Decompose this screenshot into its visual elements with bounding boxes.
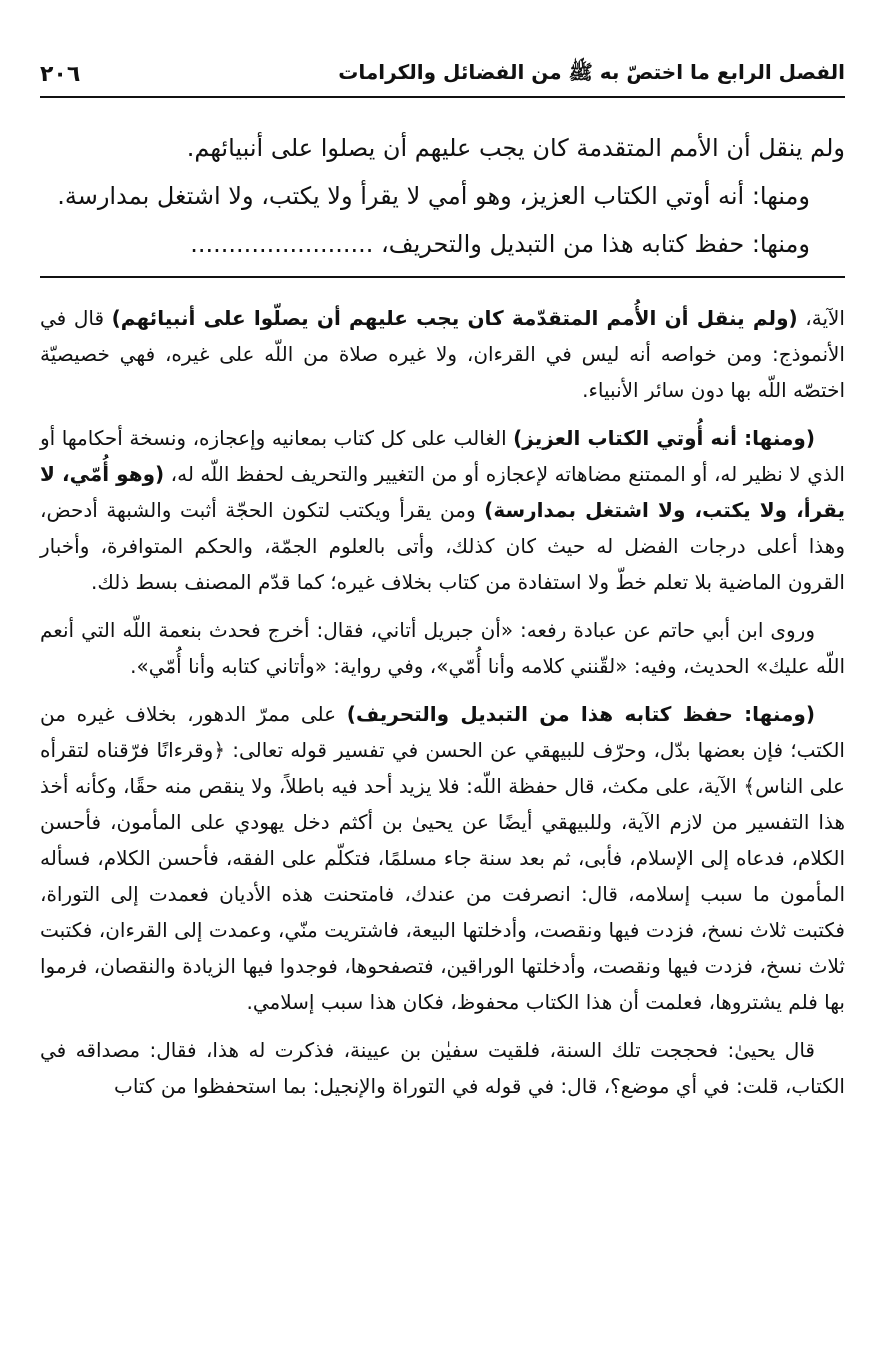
main-paragraph: ولم ينقل أن الأمم المتقدمة كان يجب عليهم أن يصلوا على أنبيائهم. xyxy=(186,134,845,162)
running-header xyxy=(40,52,845,98)
quoted-main-text: (وهو أُمّي، لا يقرأ، ولا يكتب، ولا اشتغل بمدارسة) xyxy=(40,462,845,522)
commentary-text: ومن يقرأ ويكتب لتكون الحجّة أثبت والشبهة أدحض، وهذا أعلى درجات الفضل له حيث كان كذلك، وأتى بالعلوم الجمّة، والحكم المتوافرة، وأخبار القرون الماضية بلا تعلم خطّ ولا استفادة من كتاب بخلاف غيره؛ كما قدّم المصنف بسط ذلك. xyxy=(40,498,845,594)
commentary-text: قال في الأنموذج: ومن خواصه أنه ليس في القرءان، ولا غيره صلاة من اللّه على غيره، فهي خصيصيّة اختصّه اللّه بها دون سائر الأنبياء. xyxy=(40,306,845,402)
main-paragraph: ومنها: أنه أوتي الكتاب العزيز، وهو أمي لا يقرأ ولا يكتب، ولا اشتغل بمدارسة. xyxy=(57,182,810,210)
commentary-paragraph: قال يحيىٰ: فحججت تلك السنة، فلقيت سفيٰن بن عيينة، فذكرت له هذا، فقال: مصداقه في الكتاب، قلت: في أي موضع؟، قال: في قوله في التوراة والإنجيل: بما استحفظوا من كتاب xyxy=(40,1038,845,1098)
commentary-text: الغالب على كل كتاب بمعانيه وإعجازه، ونسخة أحكامها أو الذي لا نظير له، أو الممتنع مضاهاته لإعجازه أو من التغيير والتحريف لحفظ اللّه له، xyxy=(40,426,845,486)
commentary-paragraph xyxy=(40,696,845,1020)
quoted-main-text: (ولم ينقل أن الأُمم المتقدّمة كان يجب عليهم أن يصلّوا على أنبيائهم) xyxy=(111,306,798,330)
quoted-main-text: (ومنها: أنه أُوتي الكتاب العزيز) xyxy=(513,426,815,450)
commentary-paragraph: وروى ابن أبي حاتم عن عبادة رفعه: «أن جبريل أتاني، فقال: أخرج فحدث بنعمة اللّه التي أنعم اللّه عليك» الحديث، وفيه: «لقّنني كلامه وأنا أُمّي»، وفي رواية: «وأتاني كتابه وأنا أُمّي». xyxy=(40,618,845,678)
divider-line xyxy=(40,276,845,278)
commentary-paragraph xyxy=(40,420,845,600)
commentary-paragraph xyxy=(40,300,845,408)
main-text xyxy=(40,124,845,268)
main-paragraph: ومنها: حفظ كتابه هذا من التبديل والتحريف، ........................ xyxy=(190,230,810,258)
commentary-text: الآية، xyxy=(797,306,845,330)
book-page xyxy=(40,52,845,1116)
quoted-main-text: (ومنها: حفظ كتابه هذا من التبديل والتحريف) xyxy=(346,702,815,726)
commentary xyxy=(40,300,845,1104)
commentary-text: على ممرّ الدهور، بخلاف غيره من الكتب؛ فإن بعضها بدّل، وحرّف للبيهقي عن الحسن في تفسير قوله تعالى: ﴿وقرءانًا فرّقناه لتقرأه على الناس﴾ الآية، على مكث، قال حفظة اللّه: فلا يزيد أحد فيه باطلاً، ولا ينقص منه حقًا، وكأنه أخذ هذا التفسير من لازم الآية، وللبيهقي أيضًا عن يحيىٰ بن أكثم دخل يهودي على المأمون، فأحسن الكلام، فدعاه إلى الإسلام، فأبى، ثم بعد سنة جاء مسلمًا، فتكلّم على الفقه، فأحسن الكلام، فسأله المأمون ما سبب إسلامه، قال: انصرفت من عندك، فامتحنت هذه الأديان فعمدت إلى التوراة، فكتبت ثلاث نسخ، فزدت فيها ونقصت، وأدخلتها البيعة، فاشتريت منّي، وعمدت إلى القرءان، فكتبت ثلاث نسخ، فزدت فيها ونقصت، وأدخلتها الوراقين، فتصفحوها، فوجدوا فيها الزيادة والنقصان، فرموا بها فلم يشتروها، فعلمت أن هذا الكتاب محفوظ، فكان هذا سبب إسلامي. xyxy=(40,702,845,1014)
chapter-title: الفصل الرابع ما اختصّ به ﷺ من الفضائل والكرامات xyxy=(338,59,845,84)
page-number: ٢٠٦ xyxy=(40,61,81,87)
